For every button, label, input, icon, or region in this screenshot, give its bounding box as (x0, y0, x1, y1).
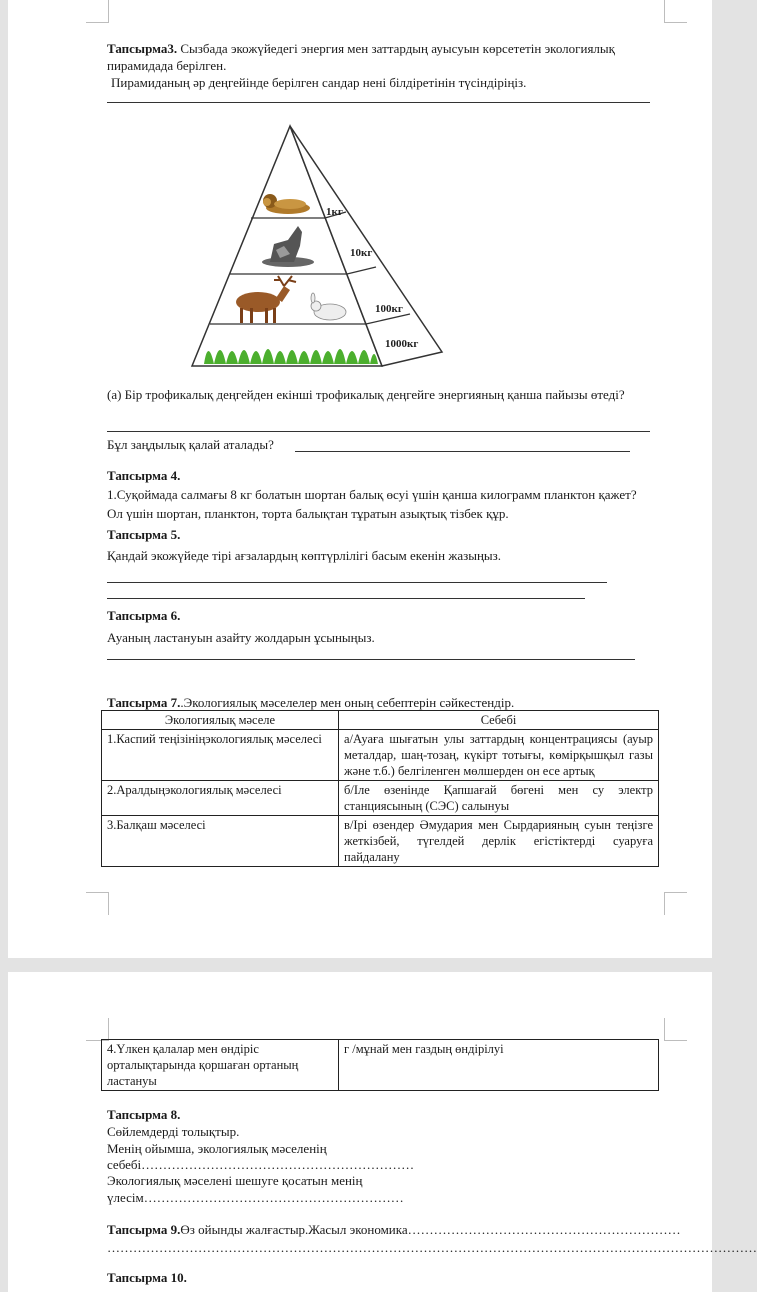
task3-question-a: (а) Бір трофикалық деңгейден екінші трофикалық деңгейге энергияның қанша пайызы өтеді? (107, 387, 625, 402)
task3-intro (107, 40, 667, 74)
matching-table (101, 710, 659, 867)
table-cell-problem: 2.Аралдыңэкологиялық мәселесі (102, 781, 339, 816)
level-label-1000kg: 1000кг (385, 338, 419, 350)
table-cell-cause: в/Ірі өзендер Әмудария мен Сырдарияның суын теңізге жеткізбей, түгелдей дерлік егістіктерді суаруға пайдалану (339, 816, 659, 867)
page-corner-mark (86, 0, 109, 23)
page-corner-mark (664, 1018, 687, 1041)
task8-line2: Менің ойымша, экологиялық мәселенің (107, 1141, 327, 1156)
level-label-1kg: 1кг (326, 206, 343, 218)
table-cell-problem: 3.Балқаш мәселесі (102, 816, 339, 867)
task8-heading: Тапсырма 8. (107, 1107, 181, 1122)
table-row (102, 730, 659, 781)
task4-heading: Тапсырма 4. (107, 468, 181, 483)
table-row (102, 1040, 659, 1091)
task7-title (107, 694, 514, 711)
table-row (102, 781, 659, 816)
table-cell-problem: 1.Каспий теңізініңэкологиялық мәселесі (102, 730, 339, 781)
task6-text: Ауаның ластануын азайту жолдарын ұсыныңыз. (107, 630, 375, 645)
answer-line (107, 102, 650, 103)
level-label-10kg: 10кг (350, 247, 373, 259)
table-cell-cause: а/Ауаға шығатын улы заттардың концентрациясы (ауыр металдар, шаң-тозаң, күкірт тотығы, көмірқышқыл газы және т.б.) белгіленген мөлшерден он есе артық (339, 730, 659, 781)
ecological-pyramid (170, 122, 450, 372)
answer-line (295, 451, 630, 452)
answer-line (107, 431, 650, 432)
page-corner-mark (664, 0, 687, 23)
task8-line3: себебі……………………………………………………… (107, 1157, 415, 1172)
task5-text: Қандай экожүйеде тірі ағзалардың көптүрлілігі басым екенін жазыңыз. (107, 548, 502, 563)
task6-heading: Тапсырма 6. (107, 608, 181, 623)
table-cell-problem: 4.Үлкен қалалар мен өндіріс орталықтарында қоршаған ортаның ластануы (102, 1040, 339, 1091)
task10-heading: Тапсырма 10. (107, 1270, 187, 1285)
table-header-problem: Экологиялық мәселе (102, 711, 339, 730)
table-header-row (102, 711, 659, 730)
task3-question-b: Бұл заңдылық қалай аталады? (107, 437, 274, 452)
task9-text: Өз ойынды жалғастыр.Жасыл экономика……………………………………………………… (180, 1222, 681, 1237)
task3-heading: Тапсырма3. (107, 41, 178, 56)
table-header-cause: Себебі (339, 711, 659, 730)
task9-heading: Тапсырма 9. (107, 1222, 181, 1237)
task7-text: .Экологиялық мәселелер мен оның себептерін сәйкестендір. (180, 695, 515, 710)
table-cell-cause: г /мұнай мен газдың өндірілуі (339, 1040, 659, 1091)
table-cell-cause: б/Іле өзенінде Қапшағай бөгені мен су электр станциясының (СЭС) салынуы (339, 781, 659, 816)
page-corner-mark (664, 892, 687, 915)
matching-table-continued (101, 1039, 659, 1091)
task9-dots: …………………………………………………………………………………………………………………………………… (107, 1240, 757, 1255)
answer-line (107, 659, 635, 660)
page-corner-mark (86, 892, 109, 915)
task8-line5: үлесім…………………………………………………… (107, 1190, 404, 1205)
page-corner-mark (86, 1018, 109, 1041)
table-row (102, 816, 659, 867)
answer-line (107, 598, 585, 599)
level-label-100kg: 100кг (375, 303, 403, 315)
task3-intro-text: Сызбада экожүйедегі энергия мен заттардың ауысуын көрсететін экологиялық пирамидада берілген. (107, 41, 615, 73)
task8-line4: Экологиялық мәселені шешуге қосатын менің (107, 1173, 363, 1188)
task8-line1: Сөйлемдерді толықтыр. (107, 1124, 240, 1139)
task4-text: 1.Суқоймада салмағы 8 кг болатын шортан балық өсуі үшін қанша килограмм планктон қажет? Ол үшін шортан, планктон, торта балықтан тұратын азықтық тізбек құр. (107, 487, 637, 521)
task7-heading: Тапсырма 7. (107, 695, 181, 710)
task5-heading: Тапсырма 5. (107, 527, 181, 542)
task9-line (107, 1221, 681, 1238)
answer-line (107, 582, 607, 583)
task3-question: Пирамиданың әр деңгейінде берілген сандар нені білдіретінін түсіндіріңіз. (111, 75, 527, 90)
